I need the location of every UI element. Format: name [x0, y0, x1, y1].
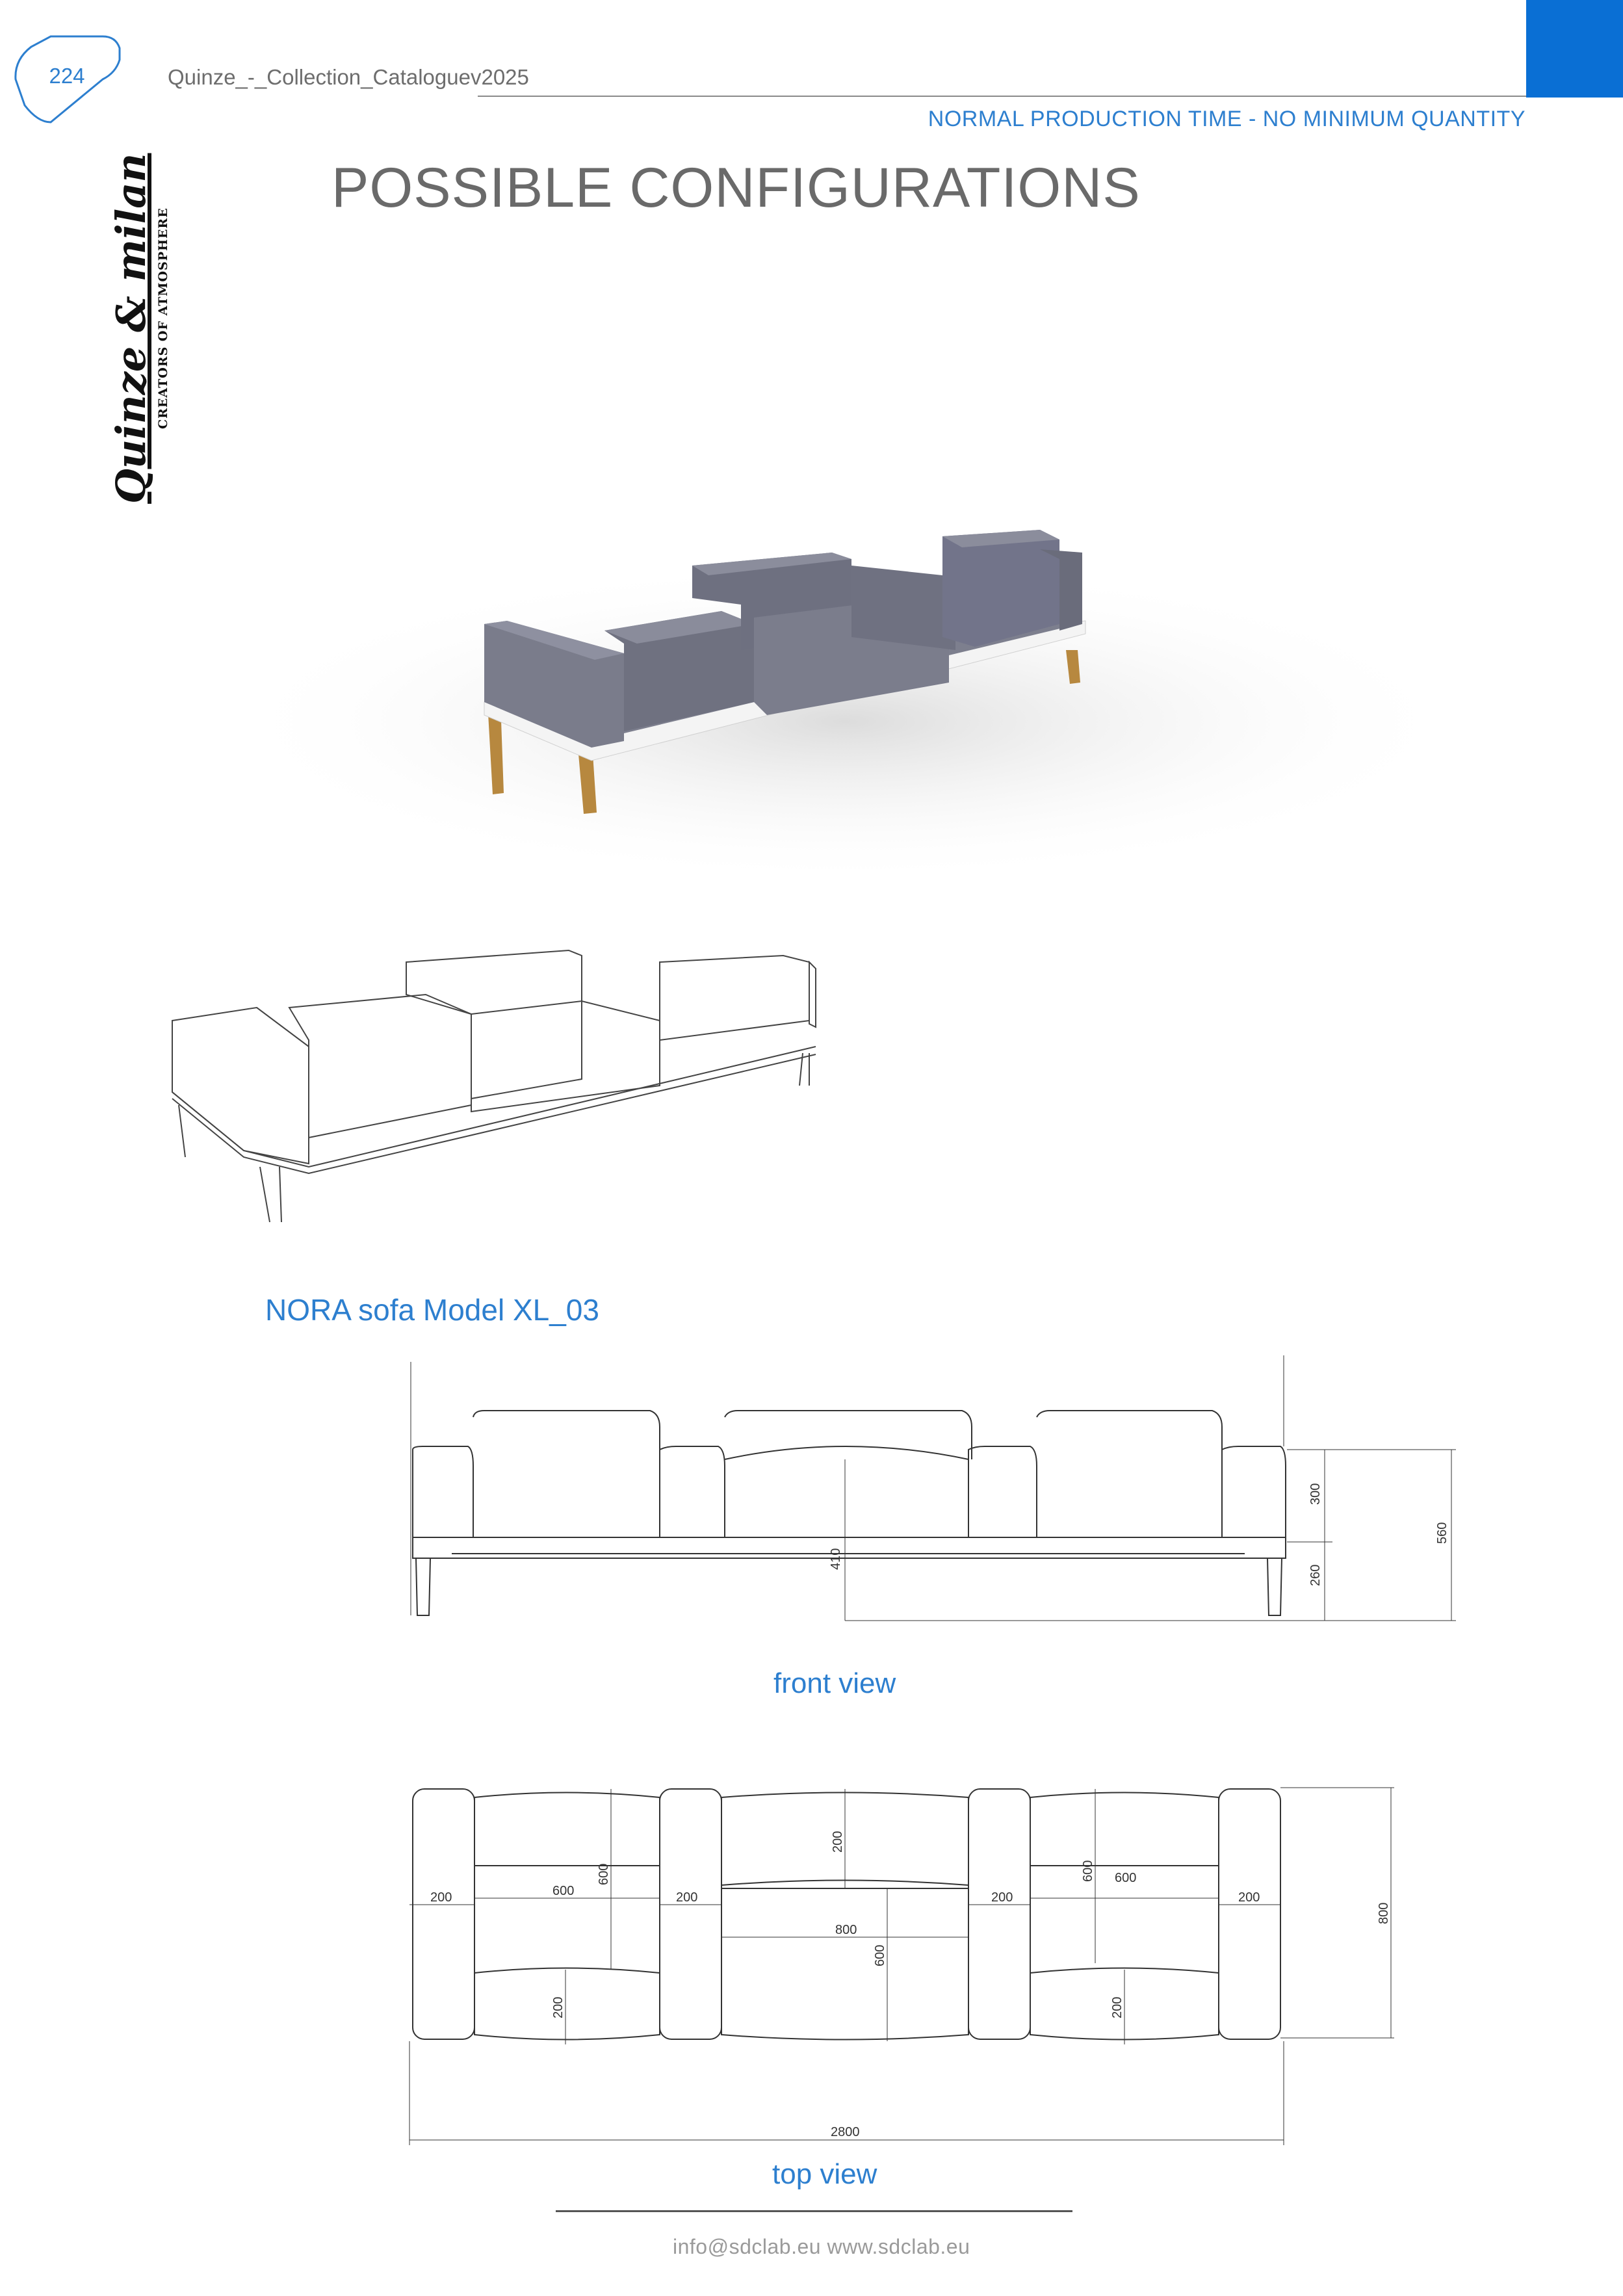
- footer-rule: [556, 2210, 1072, 2212]
- dim-leg-height: 260: [1308, 1564, 1323, 1586]
- model-name: NORA sofa Model XL_03: [265, 1293, 599, 1327]
- front-view-drawing: [390, 1355, 1482, 1635]
- dim-seat-right-depth: 600: [1081, 1860, 1095, 1882]
- document-title: Quinze_-_Collection_Cataloguev2025: [168, 65, 529, 89]
- dim-arm-mid-right: 200: [991, 1890, 1013, 1905]
- corner-accent-block: [1526, 0, 1623, 98]
- dim-seat-left-depth: 600: [597, 1863, 611, 1885]
- sofa-line-drawing: [166, 943, 842, 1229]
- top-view-caption: top view: [772, 2158, 877, 2190]
- logo-wordmark: Quinze & milan: [107, 153, 155, 504]
- dim-seat-center-width: 800: [835, 1923, 857, 1937]
- page-title: POSSIBLE CONFIGURATIONS: [331, 157, 1141, 219]
- production-note: NORMAL PRODUCTION TIME - NO MINIMUM QUANTITY: [928, 107, 1526, 131]
- logo-tagline: CREATORS OF ATMOSPHERE: [156, 207, 170, 429]
- dim-seat-right-width: 600: [1115, 1871, 1137, 1885]
- dim-back-height: 300: [1308, 1483, 1323, 1505]
- front-view-caption: front view: [773, 1667, 896, 1699]
- header-rule: [478, 96, 1526, 97]
- footer-contact: info@sdclab.eu www.sdclab.eu: [673, 2235, 970, 2258]
- dim-total-height: 560: [1435, 1522, 1449, 1544]
- dim-seat-left-width: 600: [552, 1884, 575, 1898]
- dim-back-left: 200: [551, 1996, 565, 2018]
- dim-seat-height: 410: [829, 1548, 843, 1570]
- dim-arm-right: 200: [1238, 1890, 1260, 1905]
- top-view-drawing: [390, 1768, 1417, 2158]
- dim-back-center: 200: [831, 1831, 845, 1853]
- page-number: 224: [49, 64, 85, 88]
- dim-seat-center-depth: 600: [873, 1944, 887, 1966]
- dim-total-width: 2800: [831, 2125, 860, 2139]
- sofa-render-image: [195, 507, 1482, 897]
- brand-logo: [107, 140, 179, 504]
- dim-back-right: 200: [1110, 1996, 1124, 2018]
- dim-total-depth: 800: [1377, 1902, 1391, 1924]
- dim-arm-mid-left: 200: [676, 1890, 698, 1905]
- dim-arm-left: 200: [430, 1890, 452, 1905]
